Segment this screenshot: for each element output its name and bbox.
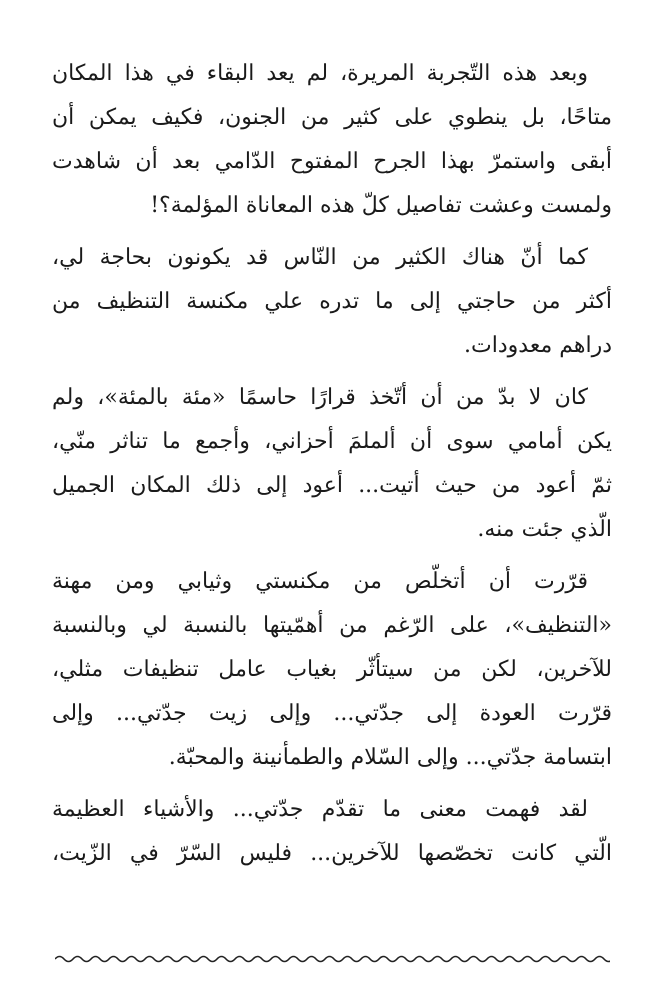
text-line: يكن أمامي سوى أن ألملمَ أحزاني، وأجمع ما تناثر منّي، [52,429,612,454]
text-line: «التنظيف»، على الرّغم من أهمّيتها بالنسبة لي وبالنسبة [52,613,612,638]
text-line: دراهم معدودات. [464,333,612,358]
text-line: متاحًا، بل ينطوي على كثير من الجنون، فكيف يمكن أن [52,105,612,130]
paragraph [52,376,612,552]
paragraph [52,788,612,876]
paragraph [52,52,612,228]
text-line: قرّرت العودة إلى جدّتي... وإلى زيت جدّتي... وإلى [52,701,612,726]
text-line: وبعد هذه التّجربة المريرة، لم يعد البقاء في هذا المكان [52,61,588,86]
text-line: أكثر من حاجتي إلى ما تدره علي مكنسة التنظيف من [52,289,612,314]
text-line: لقد فهمت معنى ما تقدّم جدّتي... والأشياء العظيمة [52,797,588,822]
text-line: قرّرت أن أتخلّص من مكنستي وثيابي ومن مهنة [52,569,588,594]
wavy-divider [55,952,610,966]
page-text [52,52,612,884]
text-line: الّذي جئت منه. [477,517,612,542]
text-line: كما أنّ هناك الكثير من النّاس قد يكونون بحاجة لي، [52,245,588,270]
text-line: للآخرين، لكن من سيتأثّر بغياب عامل تنظيفات مثلي، [52,657,612,682]
text-line: ثمّ أعود من حيث أتيت... أعود إلى ذلك المكان الجميل [52,473,612,498]
paragraph [52,236,612,368]
text-line: ابتسامة جدّتي... وإلى السّلام والطمأنينة والمحبّة. [168,745,612,770]
text-line: ولمست وعشت تفاصيل كلّ هذه المعاناة المؤلمة؟! [150,193,612,218]
text-line: أبقى واستمرّ بهذا الجرح المفتوح الدّامي بعد أن شاهدت [52,149,612,174]
text-line: كان لا بدّ من أن أتّخذ قرارًا حاسمًا «مئة بالمئة»، ولم [52,385,588,410]
paragraph [52,560,612,780]
text-line: الّتي كانت تخصّصها للآخرين... فليس السّرّ في الزّيت، [52,841,612,866]
